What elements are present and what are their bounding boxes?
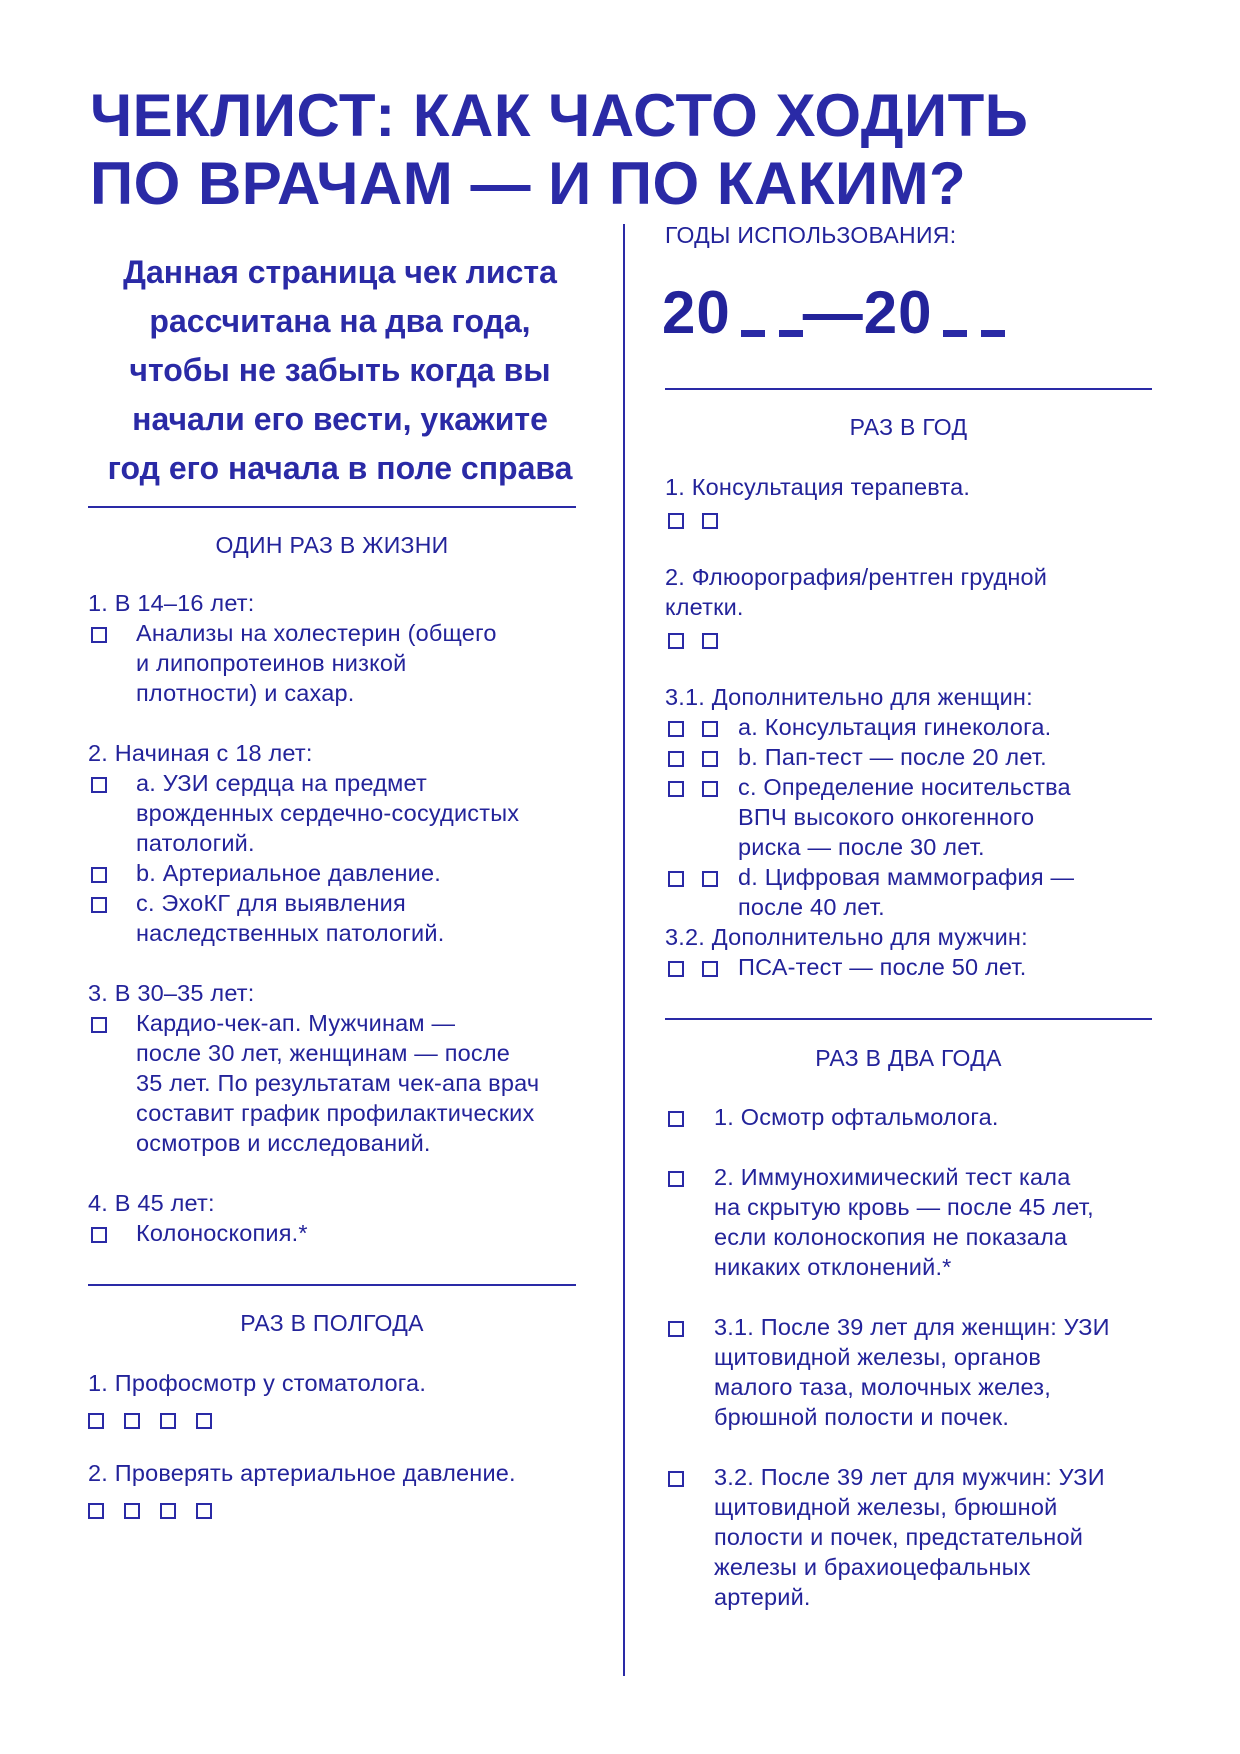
year-separator: — — [802, 279, 864, 346]
item-text — [714, 1462, 1105, 1612]
item-text — [136, 618, 497, 708]
intro-line: рассчитана на два года, — [149, 303, 531, 339]
section-header-two-years: РАЗ В ДВА ГОДА — [815, 1045, 1002, 1071]
text-line: c. Определение носительства — [738, 774, 1071, 800]
text-line: наследственных патологий. — [136, 920, 445, 946]
section-divider — [88, 506, 576, 508]
item-text: 1. Консультация терапевта. — [665, 474, 971, 500]
text-line: артерий. — [714, 1584, 811, 1610]
checkbox[interactable] — [91, 867, 107, 883]
text-line: малого таза, молочных желез, — [714, 1374, 1051, 1400]
item-text — [136, 768, 519, 858]
text-line: железы и брахиоцефальных — [714, 1554, 1031, 1580]
text-line: 2. Иммунохимический тест кала — [714, 1164, 1071, 1190]
text-line: на скрытую кровь — после 45 лет, — [714, 1194, 1094, 1220]
text-line: 2. Флюорография/рентген грудной — [665, 564, 1048, 590]
section-header-half: РАЗ В ПОЛГОДА — [240, 1310, 424, 1336]
text-line: ВПЧ высокого онкогенного — [738, 804, 1035, 830]
intro-text — [70, 248, 610, 493]
text-line: составит график профилактических — [136, 1100, 535, 1126]
item-text: 1. Профосмотр у стоматолога. — [88, 1370, 427, 1396]
text-line: клетки. — [665, 594, 744, 620]
item-text — [738, 772, 1071, 862]
text-line: полости и почек, предстательной — [714, 1524, 1084, 1550]
item-label: 3. В 30–35 лет: — [88, 980, 255, 1006]
item-text: 1. Осмотр офтальмолога. — [714, 1104, 999, 1130]
checkbox[interactable] — [668, 1111, 684, 1127]
checkbox[interactable] — [668, 871, 684, 887]
text-line: после 30 лет, женщинам — после — [136, 1040, 511, 1066]
checkbox[interactable] — [702, 633, 718, 649]
section-header-once: ОДИН РАЗ В ЖИЗНИ — [215, 532, 449, 558]
checkbox[interactable] — [124, 1413, 140, 1429]
checkbox[interactable] — [91, 1017, 107, 1033]
item-label: 4. В 45 лет: — [88, 1190, 215, 1216]
text-line: Анализы на холестерин (общего — [136, 620, 497, 646]
checkbox[interactable] — [668, 1321, 684, 1337]
item-label: 2. Начиная с 18 лет: — [88, 740, 313, 766]
year-end: 20 — [863, 279, 933, 346]
text-line: врожденных сердечно-сосудистых — [136, 800, 520, 826]
intro-line: начали его вести, укажите — [132, 401, 548, 437]
item-text — [136, 858, 441, 888]
text-line: 3.1. После 39 лет для женщин: УЗИ — [714, 1314, 1110, 1340]
checkbox[interactable] — [91, 897, 107, 913]
item-label: 1. В 14–16 лет: — [88, 590, 255, 616]
text-line: риска — после 30 лет. — [738, 834, 985, 860]
text-line: a. УЗИ сердца на предмет — [136, 770, 427, 796]
checkbox[interactable] — [668, 721, 684, 737]
intro-line: Данная страница чек листа — [123, 254, 557, 290]
text-line: Кардио-чек-ап. Мужчинам — — [136, 1010, 456, 1036]
text-line: патологий. — [136, 830, 255, 856]
checkbox[interactable] — [668, 633, 684, 649]
text-line: щитовидной железы, органов — [714, 1344, 1042, 1370]
checkbox[interactable] — [88, 1413, 104, 1429]
checkbox[interactable] — [702, 961, 718, 977]
checkbox[interactable] — [702, 871, 718, 887]
item-text: Колоноскопия.* — [136, 1220, 308, 1246]
checkbox[interactable] — [668, 781, 684, 797]
year-blank[interactable] — [741, 330, 765, 337]
checkbox[interactable] — [668, 751, 684, 767]
text-line: d. Цифровая маммография — — [738, 864, 1075, 890]
checkbox[interactable] — [668, 1471, 684, 1487]
column-divider — [623, 224, 625, 1676]
checkbox[interactable] — [124, 1503, 140, 1519]
years-field[interactable] — [662, 278, 1005, 347]
item-label: 3.1. Дополнительно для женщин: — [665, 684, 1033, 710]
text-line: брюшной полости и почек. — [714, 1404, 1010, 1430]
year-blank[interactable] — [779, 330, 803, 337]
item-text — [738, 862, 1074, 922]
title-line: ЧЕКЛИСТ: КАК ЧАСТО ХОДИТЬ — [90, 82, 1029, 149]
checkbox[interactable] — [702, 781, 718, 797]
checkbox[interactable] — [196, 1503, 212, 1519]
page-title — [90, 82, 1190, 218]
checkbox[interactable] — [88, 1503, 104, 1519]
item-text — [714, 1162, 1094, 1282]
checkbox[interactable] — [702, 513, 718, 529]
item-text: 2. Проверять артериальное давление. — [88, 1460, 516, 1486]
checkbox[interactable] — [702, 721, 718, 737]
text-line: щитовидной железы, брюшной — [714, 1494, 1058, 1520]
text-line: c. ЭхоКГ для выявления — [136, 890, 406, 916]
text-line: 35 лет. По результатам чек-апа врач — [136, 1070, 540, 1096]
text-line: если колоноскопия не показала — [714, 1224, 1068, 1250]
text-line: никаких отклонений.* — [714, 1254, 952, 1280]
item-text: a. Консультация гинеколога. — [738, 714, 1052, 740]
checkbox[interactable] — [160, 1413, 176, 1429]
section-header-year: РАЗ В ГОД — [849, 414, 968, 440]
item-text — [665, 562, 1047, 622]
section-divider — [665, 1018, 1152, 1020]
text-line: и липопротеинов низкой — [136, 650, 407, 676]
item-text — [714, 1312, 1110, 1432]
years-label: ГОДЫ ИСПОЛЬЗОВАНИЯ: — [665, 222, 957, 248]
checkbox[interactable] — [668, 1171, 684, 1187]
item-text — [136, 888, 444, 948]
checkbox[interactable] — [196, 1413, 212, 1429]
intro-line: год его начала в поле справа — [107, 450, 573, 486]
item-label: 3.2. Дополнительно для мужчин: — [665, 924, 1028, 950]
intro-line: чтобы не забыть когда вы — [129, 352, 551, 388]
text-line: после 40 лет. — [738, 894, 885, 920]
checkbox[interactable] — [91, 627, 107, 643]
title-line: ПО ВРАЧАМ — И ПО КАКИМ? — [90, 150, 967, 217]
section-divider — [88, 1284, 576, 1286]
year-blank[interactable] — [981, 330, 1005, 337]
text-line: осмотров и исследований. — [136, 1130, 431, 1156]
year-blank[interactable] — [943, 330, 967, 337]
checkbox[interactable] — [668, 961, 684, 977]
checkbox[interactable] — [702, 751, 718, 767]
checkbox[interactable] — [160, 1503, 176, 1519]
checkbox[interactable] — [91, 777, 107, 793]
checkbox[interactable] — [668, 513, 684, 529]
item-text — [136, 1008, 539, 1158]
text-line: b. Артериальное давление. — [136, 860, 442, 886]
section-divider — [665, 388, 1152, 390]
text-line: плотности) и сахар. — [136, 680, 355, 706]
year-start: 20 — [662, 279, 731, 346]
item-text: ПСА-тест — после 50 лет. — [738, 954, 1027, 980]
item-text: b. Пап-тест — после 20 лет. — [738, 744, 1047, 770]
checkbox[interactable] — [91, 1227, 107, 1243]
text-line: 3.2. После 39 лет для мужчин: УЗИ — [714, 1464, 1105, 1490]
